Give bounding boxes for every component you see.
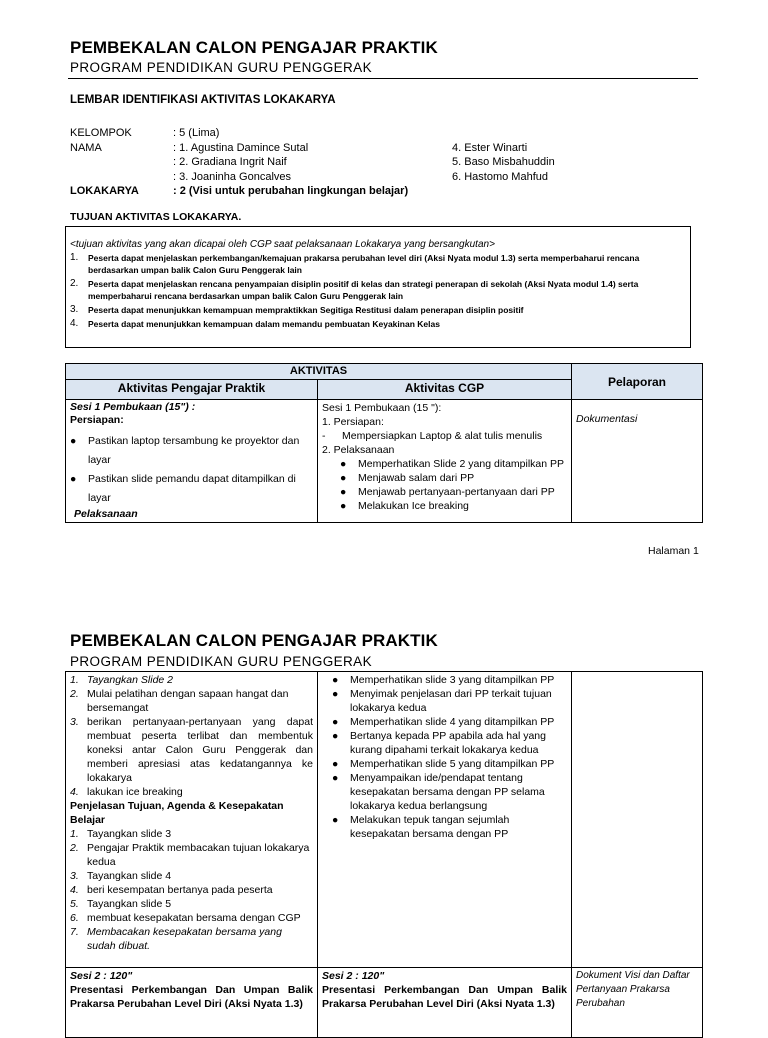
pp-item-b1: 1. Tayangkan slide 3 — [70, 828, 172, 840]
pp-persiapan: Persiapan: — [70, 414, 124, 426]
tujuan-item-number: 2. — [70, 278, 79, 289]
name-left-1: : 1. Agustina Damince Sutal — [173, 141, 309, 154]
lokakarya-value: : 2 (Visi untuk perubahan lingkungan belajar) — [173, 185, 409, 197]
bullet-icon: ● — [332, 758, 339, 770]
cgp-pelaksanaan: 2. Pelaksanaan — [322, 444, 395, 456]
page-title: PEMBEKALAN CALON PENGAJAR PRAKTIK — [70, 631, 438, 650]
pp-item-a3: 3. berikan pertanyaan-pertanyaan yang dapat membuat peserta terlibat dan membentuk koneksi antar Calon Guru Penggerak dan memberi apresiasi atas kedatangannya ke lokakarya — [70, 716, 313, 784]
cgp-dash-item: - Mempersiapkan Laptop & alat tulis menulis — [322, 430, 543, 442]
nama-label: NAMA — [70, 141, 102, 154]
aktivitas-header: AKTIVITAS — [66, 364, 572, 380]
pp-sesi1-title: Sesi 1 Pembukaan (15") : — [70, 401, 196, 413]
cgp-continued-cell — [318, 672, 572, 968]
bullet-icon: ● — [332, 688, 339, 700]
pp-item-b6: 6. membuat kesepakatan bersama dengan CGP — [70, 912, 301, 924]
bullet-icon: ● — [332, 772, 339, 784]
pelaporan-empty-cell — [572, 672, 703, 968]
section-title: LEMBAR IDENTIFIKASI AKTIVITAS LOKAKARYA — [70, 94, 336, 106]
page-subtitle: PROGRAM PENDIDIKAN GURU PENGGERAK — [70, 654, 372, 669]
pp-continued-cell — [66, 672, 318, 968]
cgp-bullet-3: ● Memperhatikan slide 4 yang ditampilkan PP — [332, 716, 555, 728]
lokakarya-label: LOKAKARYA — [70, 185, 139, 197]
cgp-bullet-7: ● Melakukan tepuk tangan sejumlah kesepakatan bersama dengan PP — [332, 814, 510, 840]
pelaporan-sesi2-cell: Dokument Visi dan Daftar Pertanyaan Prakarsa Perubahan — [572, 968, 703, 1038]
page-subtitle: PROGRAM PENDIDIKAN GURU PENGGERAK — [70, 60, 372, 75]
pp-column-header: Aktivitas Pengajar Praktik — [66, 380, 318, 400]
name-left-2: : 2. Gradiana Ingrit Naif — [173, 156, 287, 168]
pelaporan-cell: Dokumentasi — [572, 400, 703, 523]
page-title: PEMBEKALAN CALON PENGAJAR PRAKTIK — [70, 38, 438, 57]
cgp-bullet-2: ● Menyimak penjelasan dari PP terkait tujuan lokakarya kedua — [332, 688, 552, 714]
name-left-3: : 3. Joaninha Goncalves — [173, 170, 292, 183]
tujuan-item-number: 4. — [70, 318, 79, 329]
tujuan-item-text: Peserta dapat menunjukkan kemampuan mempraktikkan Segitiga Restitusi dalam penerapan disiplin positif — [88, 305, 524, 315]
bullet-icon: ● — [340, 472, 347, 484]
bullet-icon: ● — [70, 473, 77, 485]
cgp-bullet-2: ● Menjawab salam dari PP — [340, 472, 475, 484]
cgp-sesi1-title: Sesi 1 Pembukaan (15 "): — [322, 402, 442, 414]
name-right-4: 4. Ester Winarti — [452, 141, 528, 154]
bullet-icon: ● — [340, 500, 347, 512]
cgp-bullet-6: ● Menyampaikan ide/pendapat tentang kesepakatan bersama dengan PP selama lokakarya kedua berlangsung — [332, 772, 545, 812]
pp-item-b7: 7. Membacakan kesepakatan bersama yang sudah dibuat. — [70, 926, 282, 952]
bullet-icon: ● — [332, 716, 339, 728]
cgp-bullet-4: ● Bertanya kepada PP apabila ada hal yang kurang dipahami terkait lokakarya kedua — [332, 730, 546, 756]
tujuan-item-text: Peserta dapat menunjukkan kemampuan dalam memandu pembuatan Keyakinan Kelas — [88, 319, 440, 329]
cgp-column-header: Aktivitas CGP — [318, 380, 572, 400]
pp-item-b5: 5. Tayangkan slide 5 — [70, 898, 172, 910]
tujuan-title: TUJUAN AKTIVITAS LOKAKARYA. — [70, 211, 242, 223]
pelaporan-header: Pelaporan — [572, 364, 703, 400]
name-right-6: 6. Hastomo Mahfud — [452, 170, 548, 183]
bullet-icon: ● — [332, 730, 339, 742]
name-right-5: 5. Baso Misbahuddin — [452, 156, 555, 168]
pp-item-a1: 1. Tayangkan Slide 2 — [70, 674, 174, 686]
cgp-persiapan: 1. Persiapan: — [322, 416, 384, 428]
tujuan-item-text: Peserta dapat menjelaskan perkembangan/kemajuan prakarsa perubahan level diri (Aksi Nyata modul 1.3) serta memperbaharui rencana berdasarkan umpan balik Calon Guru Penggerak lain — [88, 253, 640, 275]
bullet-icon: ● — [340, 486, 347, 498]
kelompok-value: : 5 (Lima) — [173, 127, 220, 139]
cgp-sesi2-text: Presentasi Perkembangan Dan Umpan Balik Prakarsa Perubahan Level Diri (Aksi Nyata 1.3) — [322, 984, 567, 1010]
pp-bullet-2: ● Pastikan slide pemandu dapat ditampilkan di layar — [70, 470, 313, 508]
pp-bullet-1: ● Pastikan laptop tersambung ke proyektor dan layar — [70, 432, 313, 470]
pp-item-a4: 4. lakukan ice breaking — [70, 786, 183, 798]
cgp-sesi2-cell — [318, 968, 572, 1038]
tujuan-item-text: Peserta dapat menjelaskan rencana penyampaian disiplin positif di kelas dan strategi penerapan di sekolah (Aksi Nyata modul 1.4) serta memperbaharui rencana berdasarkan umpan balik Calon Guru Penggerak lain — [88, 279, 639, 301]
aktivitas-table-continued — [65, 671, 703, 1038]
bullet-icon: ● — [332, 814, 339, 826]
pp-sesi2-title: Sesi 2 : 120" — [70, 970, 133, 982]
cgp-bullet-5: ● Memperhatikan slide 5 yang ditampilkan PP — [332, 758, 555, 770]
cgp-bullet-1: ● Memperhatikan Slide 2 yang ditampilkan PP — [340, 458, 565, 470]
bullet-icon: ● — [340, 458, 347, 470]
pp-heading: Penjelasan Tujuan, Agenda & Kesepakatan Belajar — [70, 800, 284, 826]
kelompok-label: KELOMPOK — [70, 127, 132, 139]
pp-sesi2-text: Presentasi Perkembangan Dan Umpan Balik Prakarsa Perubahan Level Diri (Aksi Nyata 1.3) — [70, 984, 313, 1010]
pp-item-b3: 3. Tayangkan slide 4 — [70, 870, 172, 882]
pp-pelaksanaan: Pelaksanaan — [74, 508, 138, 520]
bullet-icon: ● — [332, 674, 339, 686]
tujuan-item-number: 1. — [70, 252, 79, 263]
cgp-sesi2-title: Sesi 2 : 120" — [322, 970, 385, 982]
cgp-bullet-4: ● Melakukan Ice breaking — [340, 500, 469, 512]
cgp-bullet-1: ● Memperhatikan slide 3 yang ditampilkan PP — [332, 674, 555, 686]
pp-item-b2: 2. Pengajar Praktik membacakan tujuan lokakarya kedua — [70, 842, 310, 868]
cgp-bullet-3: ● Menjawab pertanyaan-pertanyaan dari PP — [340, 486, 555, 498]
bullet-icon: ● — [70, 435, 77, 447]
tujuan-item-number: 3. — [70, 304, 79, 315]
page-number: Halaman 1 — [648, 545, 699, 557]
pp-item-b4: 4. beri kesempatan bertanya pada peserta — [70, 884, 273, 896]
pp-sesi2-cell — [66, 968, 318, 1038]
pp-item-a2: 2. Mulai pelatihan dengan sapaan hangat dan bersemangat — [70, 688, 289, 714]
tujuan-intro: <tujuan aktivitas yang akan dicapai oleh CGP saat pelaksanaan Lokakarya yang bersangkutan> — [70, 239, 495, 250]
